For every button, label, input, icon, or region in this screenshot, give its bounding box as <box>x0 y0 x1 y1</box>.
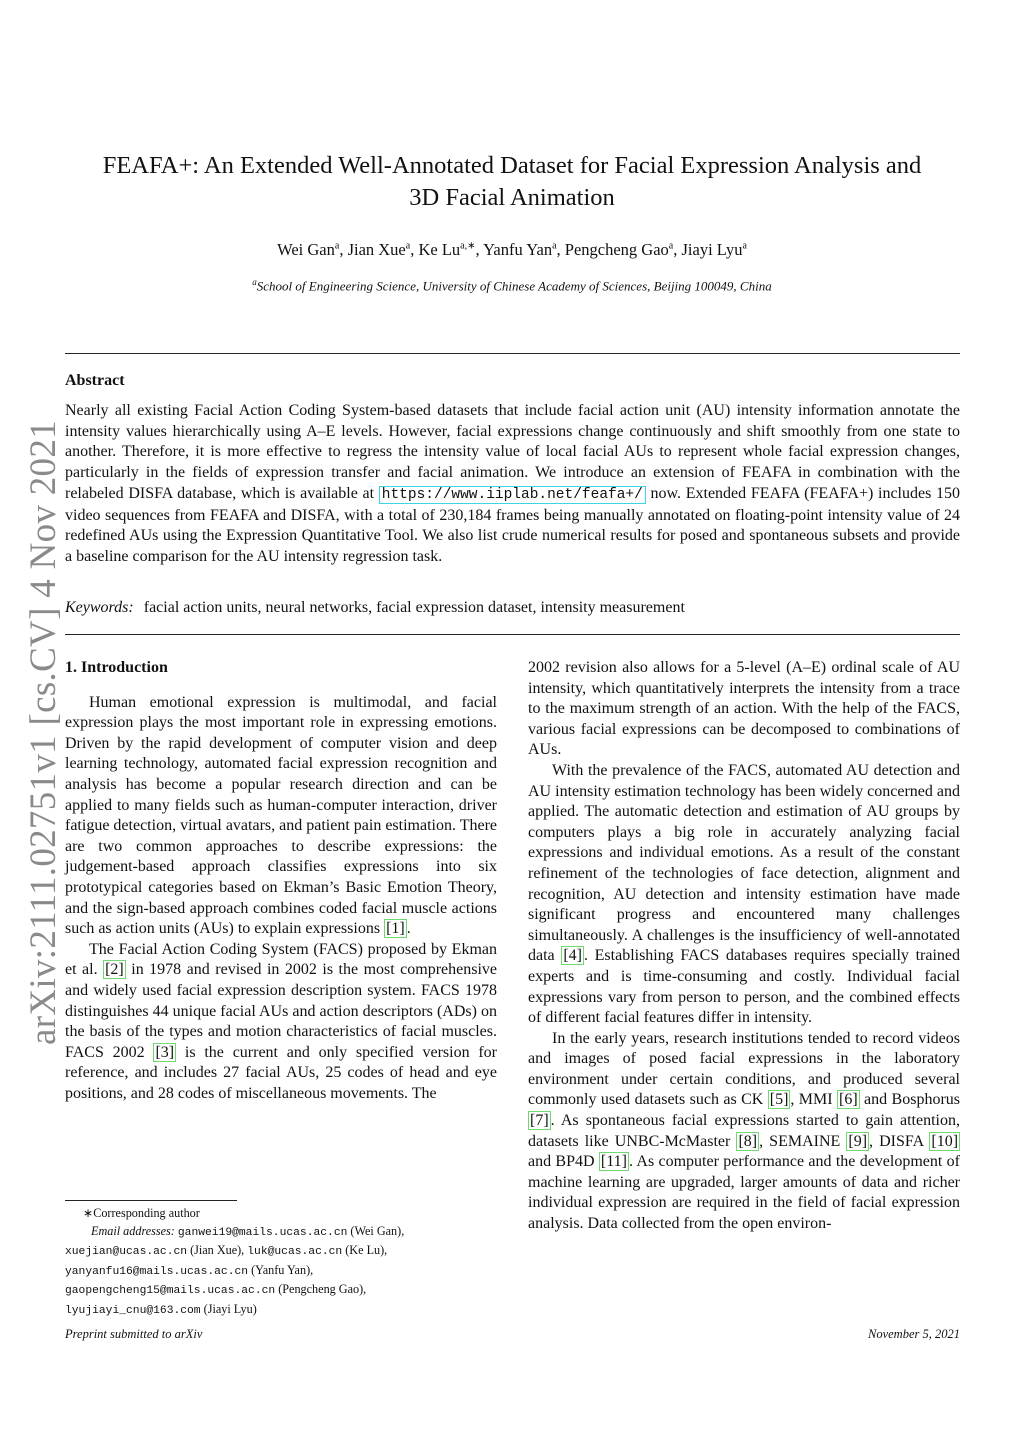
email-line: gaopengcheng15@mails.ucas.ac.cn (Pengcheng Gao), <box>65 1282 367 1297</box>
email-link[interactable]: ganwei19@mails.ucas.ac.cn <box>177 1226 348 1239</box>
top-divider <box>65 353 960 354</box>
footnote <box>65 1205 497 1320</box>
citation-link[interactable]: [8] <box>738 1132 758 1150</box>
email-link[interactable]: xuejian@ucas.ac.cn <box>65 1246 188 1258</box>
author: Yanfu Yan$^a$, <box>483 240 565 259</box>
email-line: xuejian@ucas.ac.cn (Jian Xue), luk@ucas.ac.cn (Ke Lu), <box>65 1243 388 1258</box>
email-link[interactable]: gaopengcheng15@mails.ucas.ac.cn <box>65 1285 276 1297</box>
paragraph: Human emotional expression is multimodal, and facial expression plays the most important role in expressing emotions. Driven by the rapid development of computer vision and deep learning technology, automated facial expression recognition and analysis has become a popular research direction and can be applied to many fields such as human-computer interaction, driver fatigue detection, virtual avatars, and patient pain estimation. There are two common approaches to describe expressions: the judgement-based approach classifies expressions into six prototypical categories based on Ekman’s Basic Emotion Theory, and the sign-based approach combines coded facial muscle actions such as action units (AUs) to explain expressions [1] . <box>65 693 497 938</box>
citation-link[interactable]: [6] <box>838 1091 858 1109</box>
footnote-divider <box>65 1200 237 1201</box>
citation-link[interactable]: [1] <box>386 920 405 938</box>
citation-link[interactable]: [10] <box>931 1132 959 1150</box>
author: Jian Xue$^a$, <box>347 240 419 259</box>
citation-link[interactable]: [7] <box>530 1112 549 1130</box>
abstract-heading: Abstract <box>65 372 125 389</box>
keywords-label: Keywords: <box>65 599 134 616</box>
email-line: Email addresses: ganwei19@mails.ucas.ac.cn (Wei Gan), <box>91 1223 405 1239</box>
citation-link[interactable]: [3] <box>155 1043 175 1061</box>
email-line: yanyanfu16@mails.ucas.ac.cn (Yanfu Yan), <box>65 1262 314 1278</box>
paper-title <box>60 150 964 214</box>
author: Wei Gan$^a$, <box>277 240 348 259</box>
citation-link[interactable]: [2] <box>105 961 124 979</box>
email-link[interactable]: yanyanfu16@mails.ucas.ac.cn <box>65 1265 249 1278</box>
section-heading: 1. Introduction <box>65 659 168 676</box>
author: Pengcheng Gao$^a$, <box>564 240 682 259</box>
affiliation: $^a$School of Engineering Science, University of Chinese Academy of Sciences, Beijing 100049, China <box>252 277 772 294</box>
left-column <box>65 658 497 1104</box>
citation-link[interactable]: [5] <box>769 1091 789 1109</box>
abstract-divider <box>65 634 960 635</box>
paragraph: In the early years, research institutions tended to record videos and images of posed facial expressions in the laboratory environment under certain conditions, and produced several commonly used datasets such as CK [5] , MMI [6] and Bosphorus [7] . As spontaneous facial expressions started to gain attention, datasets like UNBC-McMaster [8] , SEMAINE [9] , DISFA [10] and BP4D [11] . As computer performance and the development of machine learning are upgraded, larger amounts of data and richer individual expression are required in the field of facial expression analysis. Data collected from the open environ- <box>528 1029 961 1233</box>
author-list <box>60 240 964 260</box>
corresponding-author-note: ∗Corresponding author <box>83 1206 200 1220</box>
paragraph: With the prevalence of the FACS, automated AU detection and AU intensity estimation technology has been widely concerned and applied. The automatic detection and estimation of AU groups by computers plays a big role in accurately analyzing facial expressions and individual emotions. As a result of the constant refinement of the technologies of face detection, alignment and recognition, AU detection and intensity estimation have made significant progress and encountered many challenges simultaneously. A challenges is the insufficiency of well-annotated data [4] . Establishing FACS databases requires specially trained experts and is time-consuming and costly. Individual facial expressions vary from person to person, and the combined effects of different facial features differ in intensity. <box>528 761 961 1027</box>
citation-link[interactable]: [11] <box>600 1153 627 1171</box>
paragraph: 2002 revision also allows for a 5-level (A–E) ordinal scale of AU intensity, which quantitatively interprets the intensity from a trace to the maximum strength of an action. With the help of the FACS, various facial expressions can be decomposed to combinations of AUs. <box>528 659 960 759</box>
title-line-1: FEAFA+: An Extended Well-Annotated Dataset for Facial Expression Analysis and <box>102 152 922 179</box>
arxiv-identifier-stamp: arXiv:2111.02751v1 [cs.CV] 4 Nov 2021 <box>23 420 64 1045</box>
keywords-text: facial action units, neural networks, facial expression dataset, intensity measurement <box>143 599 685 616</box>
right-column <box>528 658 960 1235</box>
email-link[interactable]: luk@ucas.ac.cn <box>247 1246 343 1258</box>
author: Jiayi Lyu$^a$ <box>681 240 747 259</box>
author: Ke $Lu^{a,∗}$, <box>418 240 484 259</box>
email-line: lyujiayi_cnu@163.com (Jiayi Lyu) <box>65 1301 257 1317</box>
footer-preprint-note: Preprint submitted to arXiv <box>65 1327 203 1341</box>
paragraph: The Facial Action Coding System (FACS) proposed by Ekman et al. [2] in 1978 and revised in 2002 is the most comprehensive and widely used facial expression description system. FACS 1978 distinguishes 44 unique facial AUs and action descriptors (ADs) on the basis of the types and motion characteristics of facial muscles. FACS 2002 [3] is the current and only specified version for reference, and includes 27 facial AUs, 25 codes of head and eye positions, and 28 codes of miscellaneous movements. The <box>65 940 498 1102</box>
citation-link[interactable]: [4] <box>563 947 582 965</box>
abstract-body: Nearly all existing Facial Action Coding System-based datasets that include facial action unit (AU) intensity information annotate the intensity values hierarchically using A–E levels. However, facial expressions change continuously and shift smoothly from one state to another. Therefore, it is more effective to regress the intensity value of local facial AUs to represent whole facial expression changes, particularly in the fields of expression transfer and facial animation. We introduce an extension of FEAFA in combination with the relabeled DISFA database, which is available at https://www.iiplab.net/feafa+/ now. Extended FEAFA (FEAFA+) includes 150 video sequences from FEAFA and DISFA, with a total of 230,184 frames being manually annotated on floating-point intensity value of 24 redefined AUs using the Expression Quantitative Tool. We also list crude numerical results for posed and spontaneous subsets and provide a baseline comparison for the AU intensity regression task. <box>65 402 961 565</box>
dataset-url-link[interactable]: https://www.iiplab.net/feafa+/ <box>379 486 646 504</box>
keywords-line <box>65 599 960 617</box>
email-link[interactable]: lyujiayi_cnu@163.com <box>65 1304 201 1317</box>
citation-link[interactable]: [9] <box>848 1132 868 1150</box>
title-line-2: 3D Facial Animation <box>409 184 615 211</box>
footer-date: November 5, 2021 <box>868 1327 960 1341</box>
